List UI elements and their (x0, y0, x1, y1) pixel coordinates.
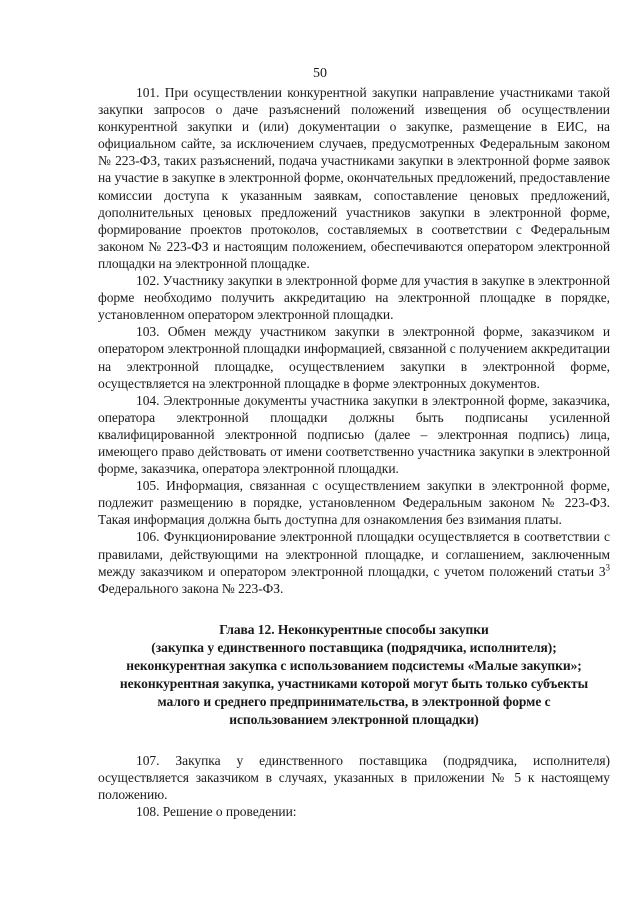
paragraph-105: 105. Информация, связанная с осуществлением закупки в электронной форме, подлежит размещению в порядке, установленном Федеральным законом № 223-ФЗ. Такая информация должна быть доступна для ознакомления без взимания платы. (98, 478, 610, 528)
chapter-subtitle-line: малого и среднего предпринимательства, в электронной форме с (157, 693, 551, 709)
paragraph-108: 108. Решение о проведении: (136, 804, 297, 820)
chapter-subtitle-line: использованием электронной площадки) (229, 711, 479, 727)
paragraph-103: 103. Обмен между участником закупки в электронной форме, заказчиком и оператором электронной площадки информацией, связанной с получением аккредитации на электронной площадке, осуществлением закупки в электронной форме, осуществляется на электронной площадке в форме электронных документов. (98, 324, 610, 391)
paragraph-106-text-end: Федерального закона № 223-ФЗ. (98, 580, 284, 596)
chapter-title: Глава 12. Неконкурентные способы закупки (219, 621, 489, 637)
article-superscript: 3 (605, 562, 610, 573)
chapter-subtitle-line: неконкурентная закупка, участниками которой могут быть только субъекты (119, 675, 589, 691)
paragraph-106 (98, 528, 610, 596)
chapter-heading (98, 621, 610, 729)
paragraph-104: 104. Электронные документы участника закупки в электронной форме, заказчика, оператора электронной площадки должны быть подписаны усиленной квалифицированной электронной подписью (далее – электронная подпись) лица, имеющего право действовать от имени соответственно участника закупки в электронной форме, заказчика, оператора электронной площадки. (98, 392, 610, 477)
paragraph-102: 102. Участнику закупки в электронной форме для участия в закупке в электронной форме необходимо получить аккредитацию на электронной площадке в порядке, установленном оператором электронной площадки. (98, 273, 610, 323)
chapter-subtitle-line: неконкурентная закупка с использованием подсистемы «Малые закупки»; (126, 657, 582, 673)
page-number: 50 (313, 66, 327, 81)
paragraph-106-text: 106. Функционирование электронной площадки осуществляется в соответствии с правилами, действующими на электронной площадке, и соглашением, заключенным между заказчиком и оператором электронной площадки, с учетом положений статьи 3 (98, 529, 610, 579)
document-body (98, 84, 610, 820)
paragraph-101: 101. При осуществлении конкурентной закупки направление участниками такой закупки запросов о даче разъяснений положений извещения об осуществлении конкурентной закупки и (или) документации о закупке, размещение в ЕИС, на официальном сайте, за исключением случаев, предусмотренных Федеральным законом № 223-ФЗ, таких разъяснений, подача участниками закупки в электронной форме заявок на участие в закупке в электронной форме, окончательных предложений, предоставление комиссии доступа к указанным заявкам, сопоставление ценовых предложений, дополнительных ценовых предложений участников закупки в электронной форме, формирование проектов протоколов, составляемых в соответствии с Федеральным законом № 223-ФЗ и настоящим положением, обеспечиваются оператором электронной площадки на электронной площадке. (98, 85, 610, 271)
paragraph-107: 107. Закупка у единственного поставщика (подрядчика, исполнителя) осуществляется заказчиком в случаях, указанных в приложении № 5 к настоящему положению. (98, 752, 610, 802)
chapter-subtitle-line: (закупка у единственного поставщика (подрядчика, исполнителя); (151, 639, 557, 655)
